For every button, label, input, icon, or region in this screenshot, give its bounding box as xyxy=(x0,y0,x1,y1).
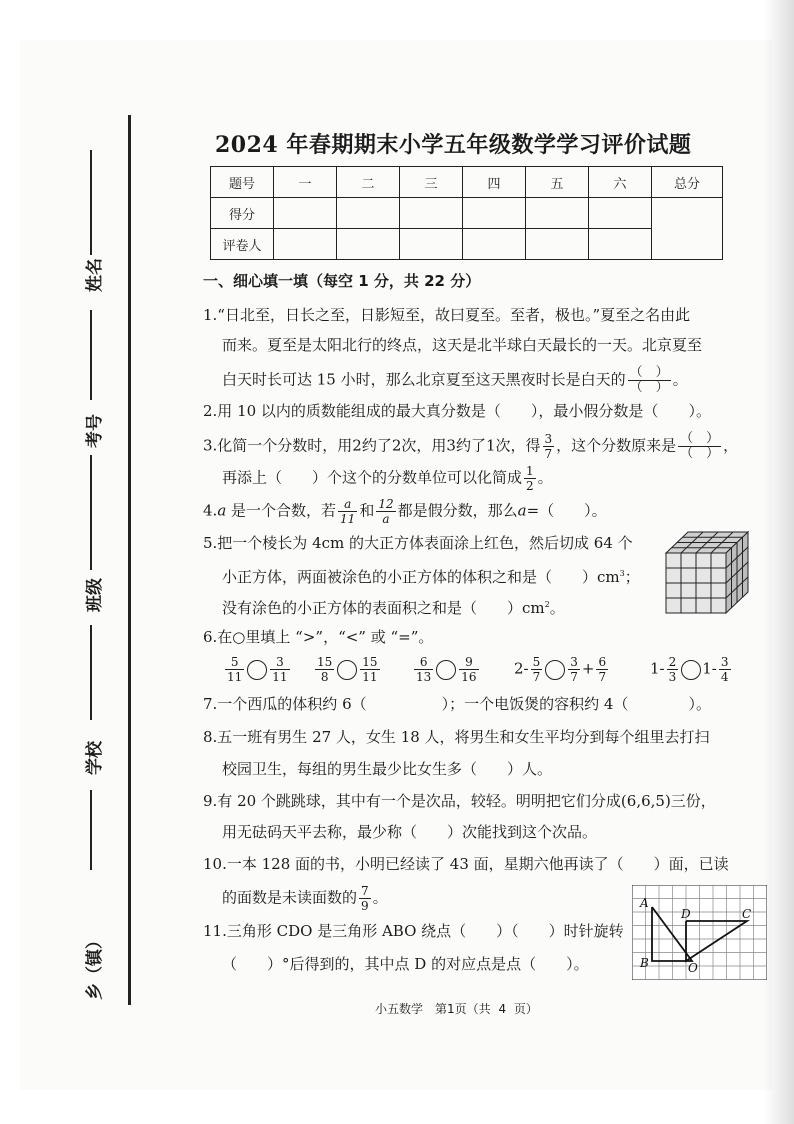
compare-circle[interactable] xyxy=(247,660,267,680)
fraction-denominator: a xyxy=(382,512,390,526)
binding-line xyxy=(128,115,131,1005)
whole-number-part: 1- xyxy=(702,659,717,678)
question-11-line-2: （ ）°后得到的，其中点 D 的对应点是点（ ）。 xyxy=(222,955,589,973)
variable-a: a xyxy=(517,501,527,520)
score-header-cell: 题号 xyxy=(211,167,274,198)
fraction-denominator: 7 xyxy=(570,670,578,684)
question-11-line-1: 11.三角形 CDO 是三角形 ABO 绕点（ ）（ ）时针旋转 xyxy=(203,922,624,940)
fraction xyxy=(270,655,289,684)
answer-blank-fraction xyxy=(678,432,721,461)
point-label-d: D xyxy=(681,907,691,921)
fraction-numerator: 3 xyxy=(270,655,289,670)
class-label: 班级 xyxy=(85,578,105,612)
question-7: 7.一个西瓜的体积约 6（ ）；一个电饭煲的容积约 4（ ）。 xyxy=(203,695,711,713)
question-6: 6.在○里填上 “>”，“<” 或 “=”。 xyxy=(203,628,434,646)
score-cell xyxy=(526,198,589,229)
question-5-line-3: 没有涂色的小正方体的表面积之和是（ ）$cm^2$。 xyxy=(222,599,565,617)
fraction-7-9 xyxy=(359,884,371,913)
question-8-line-2: 校园卫生，每组的男生最少比女生多（ ）人。 xyxy=(222,760,553,778)
total-score-cell xyxy=(652,198,723,260)
fraction-numerator: 15 xyxy=(317,655,333,669)
fraction-1-2 xyxy=(524,464,536,493)
question-4 xyxy=(203,497,607,526)
score-table-row xyxy=(211,198,723,229)
blank-numerator: （ ） xyxy=(629,365,669,380)
question-3-line-1: 3.化简一个分数时，用2约了2次，用3约了1次，得 $\frac{3}{7}$ ，这个分数原来是 $\frac{( )}{( )}$ ， xyxy=(203,431,739,461)
compare-circle[interactable] xyxy=(545,660,565,680)
fraction-numerator: 15 xyxy=(362,655,378,669)
question-3-text-a: 3.化简一个分数时，用2约了2次，用3约了1次，得 xyxy=(203,436,541,455)
school-label: 学校 xyxy=(85,741,105,775)
comparison-2 xyxy=(313,655,382,684)
score-cell xyxy=(589,229,652,260)
fraction xyxy=(568,655,580,684)
score-cell xyxy=(526,229,589,260)
fraction-denominator: 11 xyxy=(272,670,288,684)
question-3-text-c: 再添上（ ）个这个的分数单位可以化简成 xyxy=(222,468,523,487)
question-4-text-d: 都是假分数，那么 xyxy=(397,501,518,520)
fraction xyxy=(414,655,433,684)
question-8-line-1: 8.五一班有男生 27 人，女生 18 人，将男生和女生平均分到每个组里去打扫 xyxy=(203,728,710,746)
fraction-numerator: 2 xyxy=(668,655,677,669)
question-1-line-3-text: 白天时长可达 15 小时，那么北京夏至这天黑夜时长是白天的 xyxy=(222,370,626,389)
blank-numerator: （ ） xyxy=(680,431,720,446)
name-label: 姓名 xyxy=(85,258,105,292)
score-cell xyxy=(274,198,337,229)
score-table-row xyxy=(211,229,723,260)
fraction-numerator: 5 xyxy=(532,655,541,669)
fraction-numerator: 6 xyxy=(414,655,433,670)
fraction xyxy=(667,655,679,684)
score-header-cell: 六 xyxy=(589,167,652,198)
blank-denominator: （ ） xyxy=(629,380,669,395)
score-header-cell: 四 xyxy=(463,167,526,198)
comparison-4 xyxy=(514,655,610,684)
fraction-numerator: 5 xyxy=(225,655,244,670)
fraction xyxy=(315,655,334,684)
fraction-numerator: 3 xyxy=(544,432,553,446)
square-exponent: 2 xyxy=(544,600,550,609)
fraction-denominator: 11 xyxy=(340,512,356,526)
score-header-cell: 总分 xyxy=(652,167,723,198)
compare-circle[interactable] xyxy=(436,660,456,680)
fraction-denominator: 13 xyxy=(416,670,432,684)
fraction-numerator: 1 xyxy=(526,464,534,478)
fraction-denominator: 3 xyxy=(668,670,677,684)
question-2: 2.用 10 以内的质数能组成的最大真分数是（ ），最小假分数是（ ）。 xyxy=(203,402,711,420)
score-cell xyxy=(589,198,652,229)
score-cell xyxy=(463,229,526,260)
score-cell xyxy=(400,229,463,260)
fraction-numerator: 3 xyxy=(570,655,578,669)
exam-no-label: 考号 xyxy=(85,414,105,448)
section-heading: 一、细心填一填（每空 1 分，共 22 分） xyxy=(203,272,481,290)
question-5-text-2: 小正方体，两面被涂色的小正方体的体积之和是（ ）cm xyxy=(222,568,620,586)
fraction-12-a xyxy=(376,497,395,526)
fraction xyxy=(459,655,478,684)
fraction xyxy=(225,655,244,684)
plus-operator: + xyxy=(581,659,595,678)
compare-circle[interactable] xyxy=(337,660,357,680)
fraction-denominator: 11 xyxy=(362,670,378,684)
fraction-numerator: 3 xyxy=(720,655,729,669)
score-cell xyxy=(337,198,400,229)
fraction-numerator: 6 xyxy=(598,655,607,669)
question-10-line-1: 10.一本 128 面的书，小明已经读了 43 面，星期六他再读了（ ）面，已读 xyxy=(203,855,729,873)
fraction xyxy=(531,655,543,684)
comparison-5 xyxy=(650,655,733,684)
exam-no-blank xyxy=(90,455,92,570)
fraction-denominator: 2 xyxy=(526,479,534,493)
comparison-1 xyxy=(223,655,292,684)
score-cell xyxy=(274,229,337,260)
question-1-line-3: 白天时长可达 15 小时，那么北京夏至这天黑夜时长是白天的 $\frac{( )}{( )}$ 。 xyxy=(222,365,688,395)
fraction-3-7 xyxy=(543,432,555,461)
question-5-text-3: 没有涂色的小正方体的表面积之和是（ ）cm xyxy=(222,599,545,617)
school-blank xyxy=(90,790,92,870)
fraction-numerator: 12 xyxy=(378,497,394,511)
whole-number-part: 2- xyxy=(514,659,529,678)
question-5-line-1: 5.把一个棱长为 4cm 的大正方体表面涂上红色，然后切成 64 个 xyxy=(203,534,633,552)
question-10-text-2: 的面数是未读面数的 xyxy=(222,888,358,907)
comparison-3 xyxy=(412,655,481,684)
question-3-text-b: ，这个分数原来是 xyxy=(556,436,677,455)
fraction-denominator: 7 xyxy=(598,670,607,684)
fraction-denominator: 11 xyxy=(227,670,243,684)
fraction xyxy=(596,655,608,684)
score-table xyxy=(210,166,723,260)
score-header-cell: 五 xyxy=(526,167,589,198)
point-label-b: B xyxy=(640,956,649,970)
fraction-denominator: 4 xyxy=(720,670,729,684)
score-header-cell: 一 xyxy=(274,167,337,198)
variable-a: a xyxy=(217,501,227,520)
question-4-text-c: 和 xyxy=(359,501,375,520)
fraction-denominator: 16 xyxy=(461,670,477,684)
score-cell xyxy=(463,198,526,229)
cube-exponent: 3 xyxy=(619,569,625,578)
town-label: 乡（镇） xyxy=(85,932,105,1000)
rotation-grid-diagram xyxy=(632,885,767,980)
fraction xyxy=(719,655,731,684)
page-footer: 小五数学 第1页（共 4 页） xyxy=(375,1002,538,1016)
score-row-label: 得分 xyxy=(211,198,274,229)
cube-illustration xyxy=(662,528,752,618)
fraction-denominator: 7 xyxy=(544,447,553,461)
score-header-cell: 三 xyxy=(400,167,463,198)
compare-circle[interactable] xyxy=(681,660,701,680)
question-9-line-1: 9.有 20 个跳跳球，其中有一个是次品，较轻。明明把它们分成(6,6,5)三份， xyxy=(203,792,716,810)
score-header-cell: 二 xyxy=(337,167,400,198)
exam-no-blank-top xyxy=(90,310,92,400)
fraction-numerator: a xyxy=(338,497,357,512)
score-cell xyxy=(400,198,463,229)
name-blank xyxy=(90,150,92,255)
fraction-a-11 xyxy=(338,497,357,526)
blank-denominator: （ ） xyxy=(680,446,720,461)
fraction-denominator: 9 xyxy=(361,899,369,913)
fraction-numerator: 9 xyxy=(459,655,478,670)
page-edge-shadow xyxy=(764,0,794,1124)
score-row-label: 评卷人 xyxy=(211,229,274,260)
fraction xyxy=(360,655,379,684)
point-label-o: O xyxy=(688,961,698,975)
question-4-text-b: 是一个合数，若 xyxy=(226,501,337,520)
point-label-c: C xyxy=(742,907,752,921)
point-label-a: A xyxy=(640,896,649,910)
question-1-line-2: 而来。夏至是太阳北行的终点，这天是北半球白天最长的一天。北京夏至 xyxy=(222,336,703,354)
question-1-line-1: 1.“日北至，日长之至，日影短至，故曰夏至。至者，极也。”夏至之名由此 xyxy=(203,306,691,324)
fraction-denominator: 8 xyxy=(320,670,329,684)
page-title: 2024 年春期期末小学五年级数学学习评价试题 xyxy=(215,132,692,158)
question-3-line-2: 再添上（ ）个这个的分数单位可以化简成 $\frac{1}{2}$ 。 xyxy=(222,464,553,493)
question-9-line-2: 用无砝码天平去称，最少称（ ）次能找到这个次品。 xyxy=(222,823,598,841)
answer-blank-fraction xyxy=(628,366,671,395)
class-blank xyxy=(90,625,92,720)
question-10-line-2: 的面数是未读面数的 $\frac{7}{9}$ 。 xyxy=(222,884,388,913)
fraction-denominator: 7 xyxy=(532,670,541,684)
question-5-line-2: 小正方体，两面被涂色的小正方体的体积之和是（ ）$cm^3$； xyxy=(222,568,640,586)
question-4-text-e: =（ ）。 xyxy=(526,501,607,520)
whole-number-part: 1- xyxy=(650,659,665,678)
score-cell xyxy=(337,229,400,260)
question-4-number: 4. xyxy=(203,501,218,520)
score-table-header-row xyxy=(211,167,723,198)
fraction-numerator: 7 xyxy=(361,884,369,898)
